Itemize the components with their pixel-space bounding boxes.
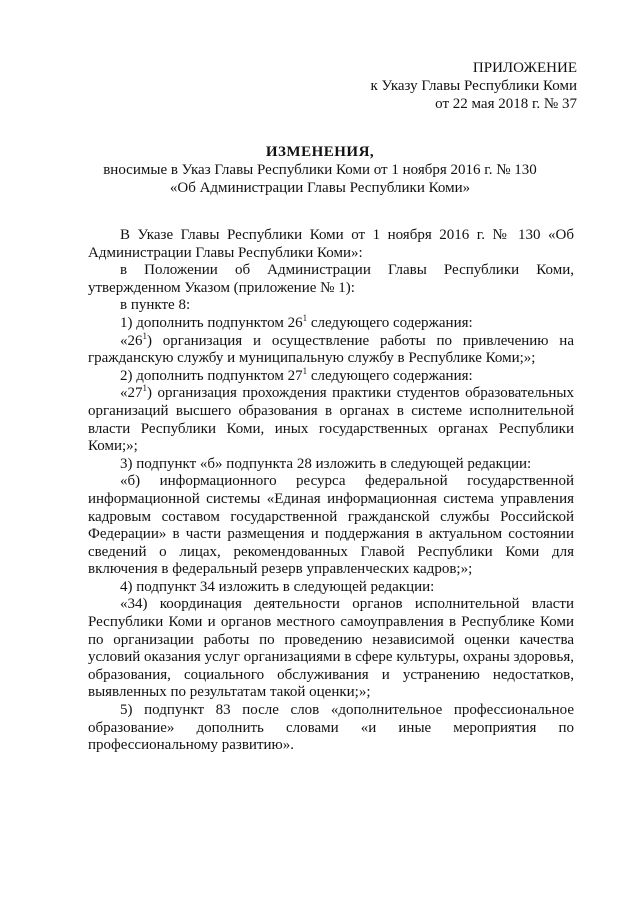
paragraph-item-1: 1) дополнить подпунктом $26^1$ следующего содержания: <box>120 312 473 331</box>
paragraph-subitem-b-text: «б) информационного ресурса федеральной государственной информационной системы «Единая информационная система управления кадровым составом государственной гражданской службы Российской Федерации» в части размещения и поддержания в актуальном состоянии сведений о лицах, рекомендованных Главой Республики Коми для включения в федеральный резерв управленческих кадров;»; <box>88 473 574 578</box>
document-body <box>88 227 574 755</box>
document-subtitle-line2: «Об Администрации Главы Республики Коми» <box>169 180 471 196</box>
document-title: ИЗМЕНЕНИЯ, <box>265 144 375 160</box>
paragraph-intro: В Указе Главы Республики Коми от 1 ноября 2016 г. № 130 «Об Администрации Главы Республики Коми»: <box>88 227 574 261</box>
paragraph-regulation: в Положении об Администрации Главы Республики Коми, утвержденном Указом (приложение № 1): <box>88 262 574 296</box>
appendix-label: ПРИЛОЖЕНИЕ <box>472 60 577 76</box>
paragraph-item-4: 4) подпункт 34 изложить в следующей редакции: <box>120 578 435 595</box>
paragraph-item-3: 3) подпункт «б» подпункта 28 изложить в следующей редакции: <box>120 455 532 472</box>
appendix-decree: к Указу Главы Республики Коми <box>370 78 577 94</box>
paragraph-item-5: 5) подпункт 83 после слов «дополнительное профессиональное образование» дополнить словами «и иные мероприятия по профессиональному развитию». <box>88 702 574 754</box>
appendix-stamp <box>370 59 577 113</box>
paragraph-clause-8: в пункте 8: <box>120 297 191 314</box>
document-subtitle-line1: вносимые в Указ Главы Республики Коми от 1 ноября 2016 г. № 130 <box>103 162 537 178</box>
appendix-date: от 22 мая 2018 г. № 37 <box>435 96 577 112</box>
paragraph-item-27-1-text: «$27^1$) организация прохождения практики студентов образовательных организаций высшего образования в органах в системе исполнительной власти Республики Коми, иных государственных органах Республики Коми;»; <box>88 383 574 455</box>
paragraph-item-2: 2) дополнить подпунктом $27^1$ следующего содержания: <box>120 365 473 384</box>
paragraph-item-26-1-text: «$26^1$) организация и осуществление работы по привлечению на гражданскую службу и муниципальную службу в Республике Коми;»; <box>88 330 574 367</box>
paragraph-item-34-text: «34) координация деятельности органов исполнительной власти Республики Коми и органов местного самоуправления в Республике Коми по организации работы по проведению независимой оценки качества условий оказания услуг организациями в сфере культуры, охраны здоровья, образования, социального обслуживания и устранению недостатков, выявленных по результатам такой оценки;»; <box>88 596 574 701</box>
document-heading <box>0 143 640 197</box>
